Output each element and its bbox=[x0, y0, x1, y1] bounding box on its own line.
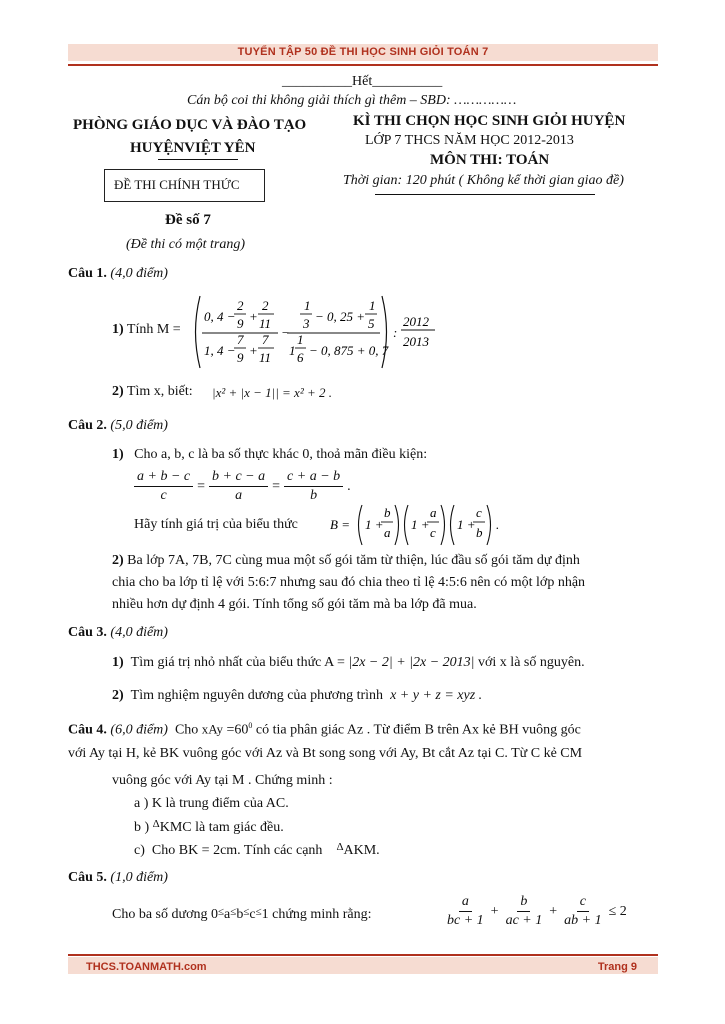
m-num: 2012 bbox=[403, 314, 429, 329]
b-one: 1 + bbox=[411, 517, 430, 532]
collection-title: TUYỂN TẬP 50 ĐỀ THI HỌC SINH GIỎI TOÁN 7 bbox=[237, 46, 489, 58]
cond-num: c + a − b bbox=[284, 468, 343, 487]
cond-frac-2 bbox=[209, 468, 268, 505]
paren bbox=[441, 505, 445, 545]
q1-part2-formula: |x² + |x − 1|| = x² + 2 . bbox=[212, 385, 332, 400]
q3-label: Câu 3. bbox=[68, 625, 107, 640]
cond-den: a bbox=[235, 488, 243, 503]
b-den: a bbox=[384, 525, 391, 540]
left-paren bbox=[196, 296, 201, 368]
q4-line2: với Ay tại H, kẻ BK vuông góc với Az và Bt song song với Ay, Bt cắt Az tại C. Từ C kẻ CM bbox=[68, 746, 583, 761]
b-expression bbox=[328, 500, 503, 550]
q4-b-text: KMC là tam giác đều. bbox=[159, 820, 284, 835]
m-term: − 0, 875 + 0, 7 bbox=[309, 343, 389, 358]
q5-var: c bbox=[249, 907, 256, 922]
m-den: 3 bbox=[303, 316, 310, 331]
q5-text: 1 chứng minh rằng: bbox=[261, 907, 372, 922]
q3-part2-formula: x + y + z = xyz . bbox=[390, 688, 483, 703]
m-den: 5 bbox=[368, 316, 375, 331]
cond-equals: = bbox=[272, 479, 281, 495]
q2-part2-text: Ba lớp 7A, 7B, 7C cùng mua một số gói tăm từ thiện, lúc đầu số gói tăm dự định bbox=[127, 553, 580, 568]
q4-part-c bbox=[134, 841, 380, 859]
q3-part1-number: 1) bbox=[112, 655, 124, 670]
q4-angle: xAy bbox=[201, 721, 223, 737]
paren bbox=[451, 505, 455, 545]
q5-label: Câu 5. bbox=[68, 870, 107, 885]
q4-label: Câu 4. bbox=[68, 722, 107, 738]
q5-frac-2 bbox=[503, 893, 546, 930]
m-op: + bbox=[249, 309, 258, 324]
q2-condition bbox=[134, 468, 351, 505]
triangle-icon: Δ bbox=[336, 841, 344, 853]
q2-part1-ask: Hãy tính giá trị của biểu thức bbox=[134, 517, 298, 532]
q5-heading bbox=[68, 870, 168, 886]
triangle-icon: Δ bbox=[152, 818, 160, 830]
q5-statement bbox=[112, 906, 371, 923]
m-den: 2013 bbox=[403, 334, 429, 349]
m-num: 7 bbox=[262, 332, 269, 347]
q3-points: (4,0 điểm) bbox=[110, 625, 168, 640]
frac-num: c bbox=[577, 893, 589, 912]
cond-num: a + b − c bbox=[134, 468, 193, 487]
b-num: c bbox=[476, 505, 482, 520]
q5-inequality bbox=[444, 893, 627, 930]
m-num: 7 bbox=[237, 332, 244, 347]
m-num: 2 bbox=[237, 298, 244, 313]
page-note: (Đề thi có một trang) bbox=[126, 237, 245, 252]
m-op: + bbox=[249, 343, 258, 358]
cond-den: c bbox=[160, 488, 167, 503]
contest-duration: Thời gian: 120 phút ( Không kể thời gian giao đề) bbox=[343, 173, 624, 188]
m-term: 0, 4 − bbox=[204, 309, 236, 324]
q4-text: có tia phân giác Az . Từ điểm B trên Ax kẻ BH vuông góc bbox=[255, 722, 581, 738]
q2-part2-line1 bbox=[112, 553, 580, 569]
m-den: 9 bbox=[237, 316, 244, 331]
q5-var: a bbox=[224, 907, 231, 922]
b-num: b bbox=[384, 505, 391, 520]
m-minus: − bbox=[281, 325, 290, 340]
m-den: 6 bbox=[297, 350, 304, 365]
q1-part2 bbox=[112, 384, 193, 400]
q1-part1 bbox=[112, 322, 181, 338]
b-one: 1 + bbox=[457, 517, 476, 532]
q4-line1 bbox=[68, 721, 581, 739]
q4-part-a: a ) K là trung điểm của AC. bbox=[134, 796, 289, 811]
cond-equals: = bbox=[197, 479, 206, 495]
duration-underline bbox=[375, 194, 595, 195]
q1-label: Câu 1. bbox=[68, 266, 107, 281]
le-sign: ≤ bbox=[218, 906, 225, 918]
m-num: 2 bbox=[262, 298, 269, 313]
q2-part1-text: Cho a, b, c là ba số thực khác 0, thoả mãn điều kiện: bbox=[134, 447, 428, 462]
m-expression bbox=[190, 292, 440, 372]
header-rule bbox=[68, 64, 658, 66]
cond-frac-1 bbox=[134, 468, 193, 505]
frac-den: bc + 1 bbox=[447, 913, 484, 928]
footer-site: THCS.TOANMATH.com bbox=[86, 961, 207, 973]
footer-rule bbox=[68, 954, 658, 956]
m-num: 1 bbox=[304, 298, 311, 313]
q4-angle-value: =60 bbox=[226, 722, 249, 738]
paren bbox=[359, 505, 363, 545]
q1-part1-number: 1) bbox=[112, 322, 124, 337]
q4-b-number: b ) bbox=[134, 820, 150, 835]
q4-c-text: Cho BK = 2cm. Tính các cạnh bbox=[151, 843, 323, 858]
m-den: 9 bbox=[237, 350, 244, 365]
q2-part2-line2: chia cho ba lớp tỉ lệ với 5:6:7 nhưng sau đó chia theo tỉ lệ 4:5:6 nên có một lớp nhận bbox=[112, 575, 586, 590]
frac-num: a bbox=[459, 893, 472, 912]
cond-num: b + c − a bbox=[209, 468, 268, 487]
m-den: 11 bbox=[259, 316, 272, 331]
official-label: ĐỀ THI CHÍNH THỨC bbox=[114, 177, 240, 192]
q5-frac-3 bbox=[561, 893, 604, 930]
department-name: PHÒNG GIÁO DỤC VÀ ĐÀO TẠO bbox=[73, 117, 307, 133]
q5-var: b bbox=[236, 907, 244, 922]
q4-c-number: c) bbox=[134, 843, 145, 858]
q4-c-end: AKM. bbox=[343, 843, 380, 858]
m-num: 1 bbox=[369, 298, 376, 313]
le-sign: ≤ bbox=[255, 906, 262, 918]
q2-heading bbox=[68, 418, 168, 434]
degree-sign: 0 bbox=[248, 721, 253, 730]
paren bbox=[395, 505, 399, 545]
contest-title: KÌ THI CHỌN HỌC SINH GIỎI HUYỆN bbox=[353, 113, 626, 129]
q3-part1 bbox=[112, 655, 585, 671]
q1-points: (4,0 điểm) bbox=[110, 266, 168, 281]
b-den: c bbox=[430, 525, 436, 540]
q3-part2 bbox=[112, 688, 482, 704]
q2-points: (5,0 điểm) bbox=[110, 418, 168, 433]
proctor-note: Cán bộ coi thi không giải thích gì thêm – SBD: …………… bbox=[187, 93, 517, 108]
district-underline bbox=[158, 159, 238, 160]
m-term: − 0, 25 + bbox=[315, 309, 366, 324]
m-den: 11 bbox=[259, 350, 272, 365]
q4-line3: vuông góc với Ay tại M . Chứng minh : bbox=[112, 773, 333, 788]
q1-part2-number: 2) bbox=[112, 384, 124, 399]
q3-part1-text: Tìm giá trị nhỏ nhất của biểu thức A = bbox=[130, 655, 345, 670]
q5-points: (1,0 điểm) bbox=[110, 870, 168, 885]
q1-heading bbox=[68, 266, 168, 282]
q2-part2-line3: nhiều hơn dự định 4 gói. Tính tổng số gói tăm mà ba lớp đã mua. bbox=[112, 597, 477, 612]
b-period: . bbox=[496, 517, 500, 532]
q3-part2-text: Tìm nghiệm nguyên dương của phương trình bbox=[130, 688, 384, 703]
m-colon: : bbox=[393, 325, 398, 340]
frac-den: ac + 1 bbox=[505, 913, 543, 928]
paren bbox=[405, 505, 409, 545]
b-lhs: B = bbox=[330, 517, 350, 532]
exam-number: Đề số 7 bbox=[165, 212, 211, 228]
le-sign: ≤ bbox=[243, 906, 250, 918]
rhs: ≤ 2 bbox=[608, 904, 627, 920]
q3-part1-formula: |2x − 2| + |2x − 2013| bbox=[348, 655, 475, 670]
frac-num: b bbox=[517, 893, 530, 912]
q4-points: (6,0 điểm) bbox=[110, 722, 168, 738]
paren bbox=[487, 505, 491, 545]
q4-text: Cho bbox=[174, 722, 199, 738]
district-name: HUYỆNVIỆT YÊN bbox=[130, 140, 256, 156]
m-term: 1, 4 − bbox=[204, 343, 236, 358]
q5-text: Cho ba số dương 0 bbox=[112, 907, 218, 922]
b-den: b bbox=[476, 525, 483, 540]
q3-part1-tail: với x là số nguyên. bbox=[478, 655, 585, 670]
q1-part2-text: Tìm x, biết: bbox=[126, 384, 193, 399]
plus-sign: + bbox=[490, 904, 499, 920]
footer-page: Trang 9 bbox=[597, 961, 637, 973]
q1-part1-text: Tính M = bbox=[126, 322, 181, 337]
cond-den: b bbox=[310, 488, 318, 503]
b-num: a bbox=[430, 505, 437, 520]
q5-frac-1 bbox=[444, 893, 487, 930]
q3-part2-number: 2) bbox=[112, 688, 124, 703]
contest-grade: LỚP 7 THCS NĂM HỌC 2012-2013 bbox=[365, 133, 574, 148]
q2-part2-number: 2) bbox=[112, 553, 124, 568]
end-mark: __________Hết__________ bbox=[282, 74, 443, 89]
b-one: 1 + bbox=[365, 517, 384, 532]
m-num: 1 bbox=[297, 332, 304, 347]
le-sign: ≤ bbox=[230, 906, 237, 918]
q2-part1-number: 1) bbox=[112, 447, 124, 462]
m-whole: 1 bbox=[289, 343, 296, 358]
q4-part-b bbox=[134, 818, 284, 836]
q2-part1 bbox=[112, 447, 427, 463]
frac-den: ab + 1 bbox=[564, 913, 602, 928]
q2-label: Câu 2. bbox=[68, 418, 107, 433]
contest-subject: MÔN THI: TOÁN bbox=[430, 152, 550, 168]
q3-heading bbox=[68, 625, 168, 641]
plus-sign: + bbox=[549, 904, 558, 920]
cond-period: . bbox=[347, 479, 351, 495]
